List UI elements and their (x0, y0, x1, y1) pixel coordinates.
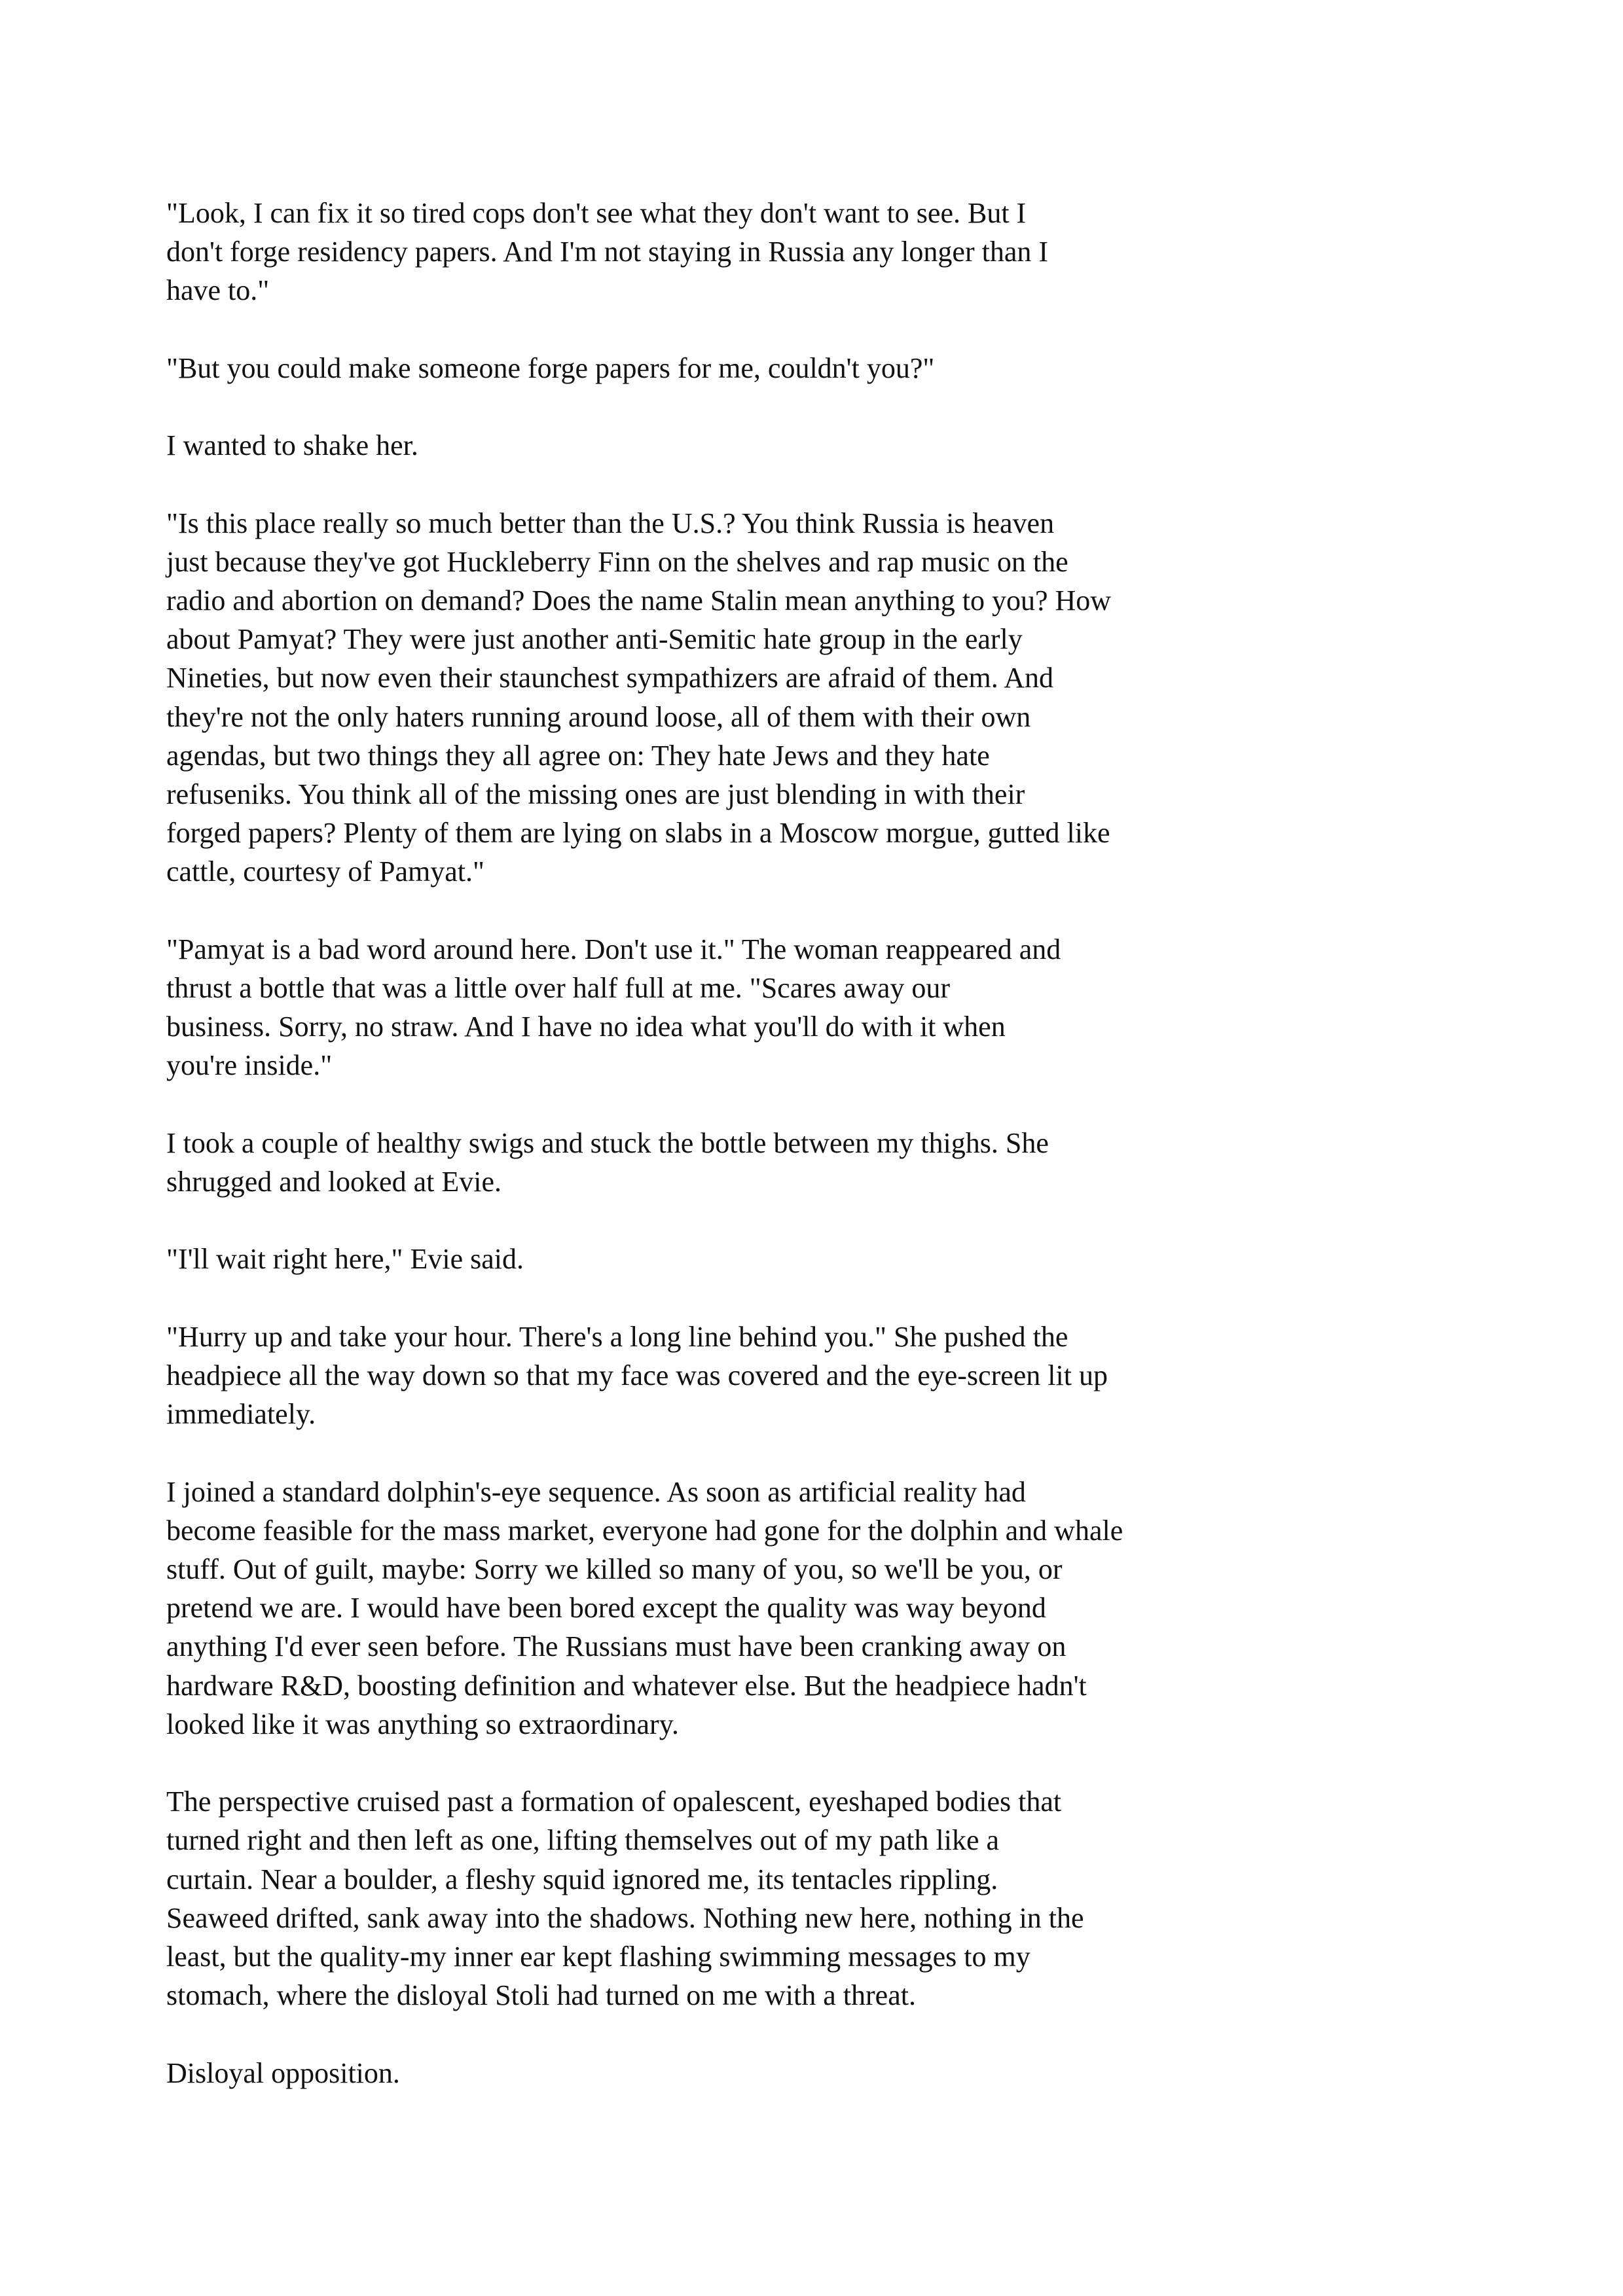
text-line: have to." (166, 274, 270, 307)
paragraph (166, 930, 1227, 1085)
text-line: hardware R&D, boosting definition and whatever else. But the headpiece hadn't (166, 1669, 1087, 1702)
text-line: cattle, courtesy of Pamyat." (166, 855, 484, 888)
paragraph (166, 349, 1227, 387)
text-line: looked like it was anything so extraordinary. (166, 1708, 679, 1740)
text-line: I joined a standard dolphin's-eye sequence. As soon as artificial reality had (166, 1475, 1026, 1508)
text-line: refuseniks. You think all of the missing ones are just blending in with their (166, 778, 1025, 810)
text-line: shrugged and looked at Evie. (166, 1166, 501, 1198)
text-line: forged papers? Plenty of them are lying on slabs in a Moscow morgue, gutted like (166, 817, 1110, 850)
text-line: agendas, but two things they all agree on: They hate Jews and they hate (166, 739, 990, 772)
paragraph (166, 1473, 1227, 1744)
text-line: stomach, where the disloyal Stoli had turned on me with a threat. (166, 1979, 916, 2012)
text-line: you're inside." (166, 1049, 333, 1082)
paragraph (166, 194, 1227, 310)
text-line: immediately. (166, 1398, 316, 1431)
text-line: Disloyal opposition. (166, 2056, 400, 2089)
text-line: least, but the quality-my inner ear kept flashing swimming messages to my (166, 1941, 1030, 1973)
text-line: they're not the only haters running around loose, all of them with their own (166, 700, 1031, 733)
text-line: stuff. Out of guilt, maybe: Sorry we killed so many of you, so we'll be you, or (166, 1552, 1063, 1585)
text-line: "Pamyat is a bad word around here. Don't use it." The woman reappeared and (166, 933, 1061, 965)
paragraph (166, 1240, 1227, 1278)
text-line: pretend we are. I would have been bored except the quality was way beyond (166, 1592, 1046, 1624)
text-line: headpiece all the way down so that my face was covered and the eye-screen lit up (166, 1359, 1108, 1391)
paragraph (166, 504, 1227, 891)
text-line: Nineties, but now even their staunchest sympathizers are afraid of them. And (166, 662, 1054, 694)
text-line: The perspective cruised past a formation of opalescent, eyeshaped bodies that (166, 1785, 1062, 1818)
text-line: turned right and then left as one, lifting themselves out of my path like a (166, 1824, 1000, 1857)
paragraph (166, 1318, 1227, 1434)
paragraph (166, 1124, 1227, 1201)
text-line: "Is this place really so much better than the U.S.? You think Russia is heaven (166, 507, 1055, 539)
paragraph (166, 426, 1227, 465)
text-line: "But you could make someone forge papers for me, couldn't you?" (166, 351, 935, 384)
text-line: I wanted to shake her. (166, 429, 418, 462)
text-line: "Look, I can fix it so tired cops don't see what they don't want to see. But I (166, 197, 1027, 229)
text-line: thrust a bottle that was a little over half full at me. "Scares away our (166, 972, 951, 1004)
text-line: curtain. Near a boulder, a fleshy squid ignored me, its tentacles rippling. (166, 1863, 998, 1895)
text-line: "Hurry up and take your hour. There's a long line behind you." She pushed the (166, 1320, 1068, 1353)
document-page (166, 194, 1227, 2131)
text-line: business. Sorry, no straw. And I have no idea what you'll do with it when (166, 1011, 1006, 1043)
text-line: Seaweed drifted, sank away into the shadows. Nothing new here, nothing in the (166, 1901, 1084, 1934)
text-line: I took a couple of healthy swigs and stuck the bottle between my thighs. She (166, 1126, 1049, 1159)
paragraph (166, 2054, 1227, 2092)
text-line: become feasible for the mass market, everyone had gone for the dolphin and whale (166, 1514, 1123, 1547)
text-line: "I'll wait right here," Evie said. (166, 1243, 524, 1276)
text-line: radio and abortion on demand? Does the name Stalin mean anything to you? How (166, 584, 1112, 617)
text-line: anything I'd ever seen before. The Russians must have been cranking away on (166, 1630, 1067, 1663)
text-line: just because they've got Huckleberry Finn on the shelves and rap music on the (166, 545, 1068, 578)
text-line: about Pamyat? They were just another anti-Semitic hate group in the early (166, 623, 1023, 656)
text-line: don't forge residency papers. And I'm not staying in Russia any longer than I (166, 236, 1049, 268)
paragraph (166, 1782, 1227, 2015)
